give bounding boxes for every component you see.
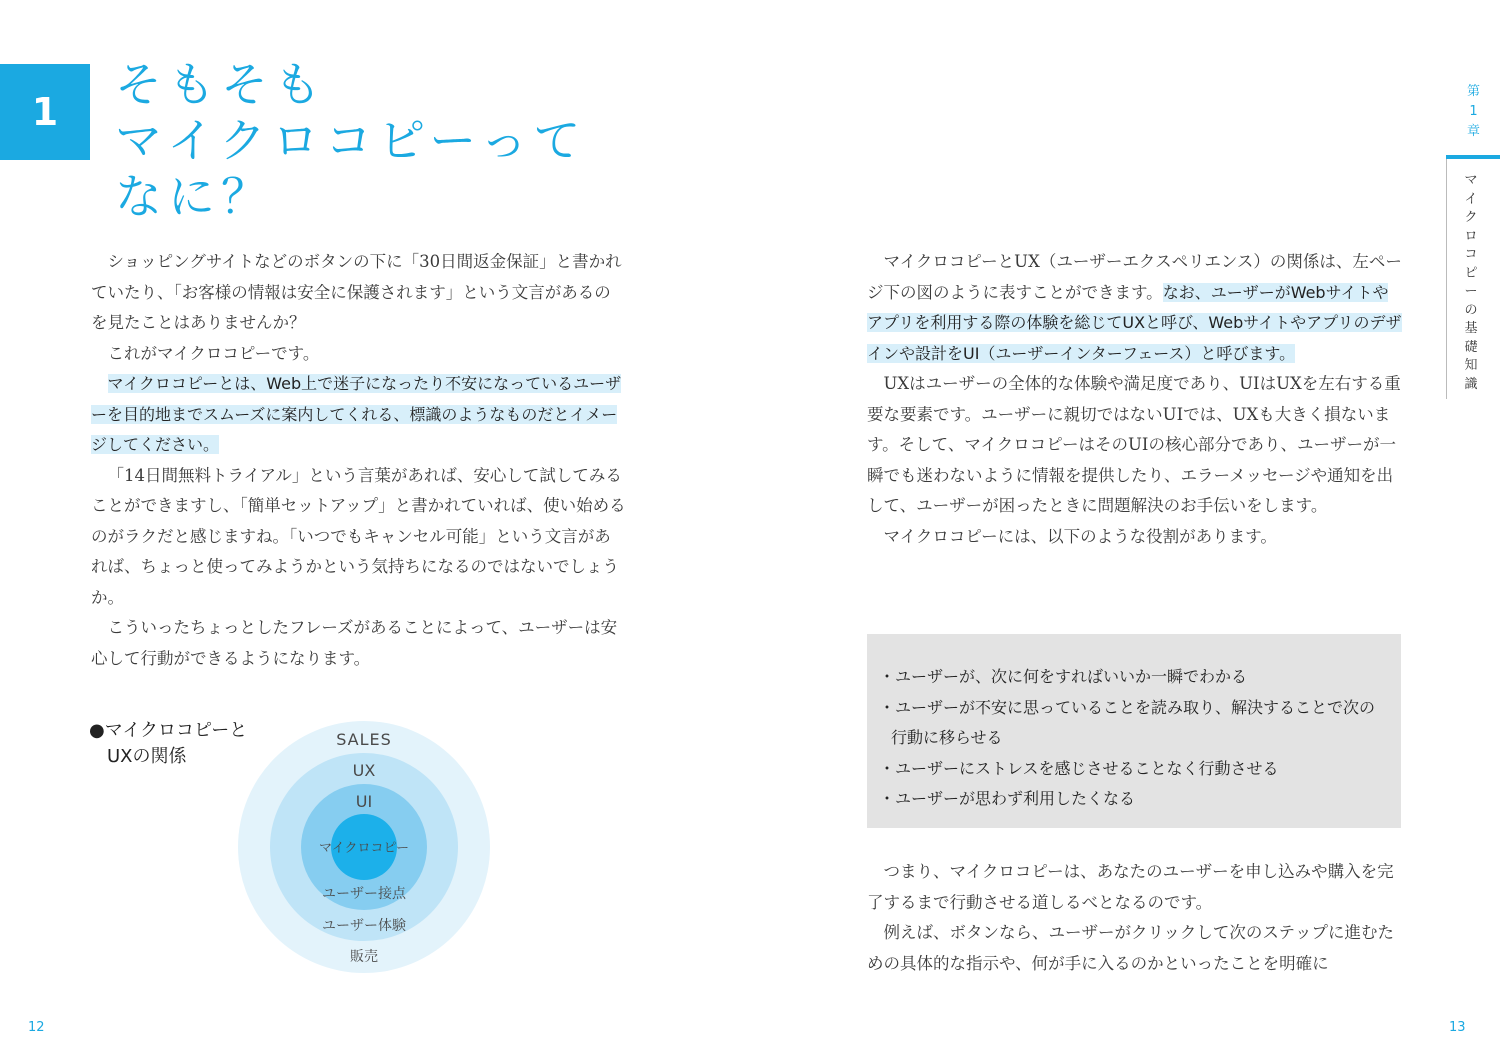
side-title-char: ロ: [1464, 228, 1478, 244]
roles-list-item: ・ユーザーが思わず利用したくなる: [879, 789, 1136, 808]
side-title-char: 知: [1464, 358, 1478, 373]
page-number-left: 12: [28, 1020, 45, 1035]
title-line-3: なに？: [115, 170, 274, 225]
side-tab-divider: [1446, 155, 1500, 159]
title-line-1: そもそも: [115, 58, 327, 113]
roles-list-box: [867, 634, 1401, 828]
label-user-experience: ユーザー体験: [322, 918, 406, 934]
page-number-right: 13: [1449, 1020, 1466, 1035]
right-paragraph-1-plain: マイクロコピーとUX（ユーザーエクスペリエンス）の関係は、左ページ下の図のように表すことができます。: [867, 252, 1402, 302]
label-sales-jp: 販売: [350, 949, 378, 965]
side-title-char: の: [1464, 302, 1478, 318]
label-sales: SALES: [336, 730, 392, 749]
figure-caption: [89, 718, 247, 770]
side-section-title: [1461, 172, 1481, 394]
label-ux: UX: [352, 761, 376, 780]
left-body-text: [91, 247, 627, 674]
chapter-side-tab: [1447, 82, 1500, 142]
right-paragraph-5: 例えば、ボタンなら、ユーザーがクリックして次のステップに進むための具体的な指示や、何が手に入るのかといったことを明確に: [867, 923, 1395, 973]
side-title-char: ク: [1464, 210, 1478, 225]
left-paragraph-1: ショッピングサイトなどのボタンの下に「30日間返金保証」と書かれていたり、「お客様の情報は安全に保護されます」という文言があるのを見たことはありませんか？: [91, 252, 622, 332]
roles-list-item: ・ユーザーが不安に思っていることを読み取り、解決することで次の行動に移らせる: [879, 697, 1376, 747]
side-tab-char: 章: [1466, 124, 1480, 139]
highlighted-ux-ui-definition: なお、ユーザーがWebサイトやアプリを利用する際の体験を総じてUXと呼び、Webサイトやアプリのデザインや設計をUI（ユーザーインターフェース）と呼びます。: [867, 282, 1402, 363]
side-title-char: 基: [1464, 321, 1478, 336]
right-paragraph-2: UXはユーザーの全体的な体験や満足度であり、UIはUXを左右する重要な要素です。ユーザーに親切ではないUIでは、UXも大きく損ないます。そして、マイクロコピーはそのUIの核心部分であり、ユーザーが一瞬でも迷わないように情報を提供したり、エラーメッセージや通知を出して、ユーザーが困ったときに問題解決のお手伝いをします。: [867, 374, 1401, 515]
chapter-number: 1: [31, 90, 59, 134]
side-tab-char: 第: [1466, 84, 1480, 99]
label-user-touchpoint: ユーザー接点: [322, 886, 406, 902]
figure-caption-line-1: ●マイクロコピーと: [89, 720, 248, 741]
side-title-char: ピ: [1464, 265, 1478, 281]
side-title-char: コ: [1464, 247, 1478, 262]
left-paragraph-3: [91, 369, 627, 461]
left-paragraph-5: こういったちょっとしたフレーズがあることによって、ユーザーは安心して行動ができるようになります。: [91, 618, 618, 668]
chapter-number-block: [0, 64, 90, 160]
roles-list-item: ・ユーザーが、次に何をすればいいか一瞬でわかる: [879, 667, 1248, 686]
highlighted-definition: マイクロコピーとは、Web上で迷子になったり不安になっているユーザーを目的地までスムーズに案内してくれる、標識のようなものだとイメージしてください。: [91, 374, 622, 454]
right-paragraph-1: [867, 247, 1403, 369]
figure-caption-line-2: UXの関係: [107, 746, 187, 767]
left-paragraph-2: これがマイクロコピーです。: [107, 343, 320, 363]
side-tab-char: 1: [1469, 104, 1478, 119]
label-microcopy: マイクロコピー: [319, 841, 409, 856]
side-tab-vertical-rule: [1446, 159, 1447, 399]
label-ui: UI: [355, 792, 373, 811]
side-title-char: ー: [1464, 284, 1478, 299]
side-title-char: 識: [1464, 376, 1478, 392]
roles-list-item: ・ユーザーにストレスを感じさせることなく行動させる: [879, 758, 1279, 778]
left-paragraph-4: 「14日間無料トライアル」という言葉があれば、安心して試してみることができますし、「簡単セットアップ」と書かれていれば、使い始めるのがラクだと感じますね。「いつでもキャンセル可能」という文言があれば、ちょっと使ってみようかという気持ちになるのではないでしょうか。: [91, 465, 626, 607]
title-line-2: マイクロコピーって: [115, 114, 587, 169]
page-title: [115, 58, 586, 226]
right-paragraph-4: つまり、マイクロコピーは、あなたのユーザーを申し込みや購入を完了するまで行動させる道しるべとなるのです。: [867, 862, 1394, 912]
side-title-char: イ: [1464, 191, 1478, 207]
side-title-char: マ: [1464, 173, 1478, 188]
right-paragraph-3: マイクロコピーには、以下のような役割があります。: [883, 526, 1277, 546]
right-body-text: [867, 247, 1403, 552]
side-title-char: 礎: [1464, 339, 1478, 355]
right-body-text-continued: [867, 857, 1403, 979]
microcopy-ux-diagram: [236, 718, 496, 978]
